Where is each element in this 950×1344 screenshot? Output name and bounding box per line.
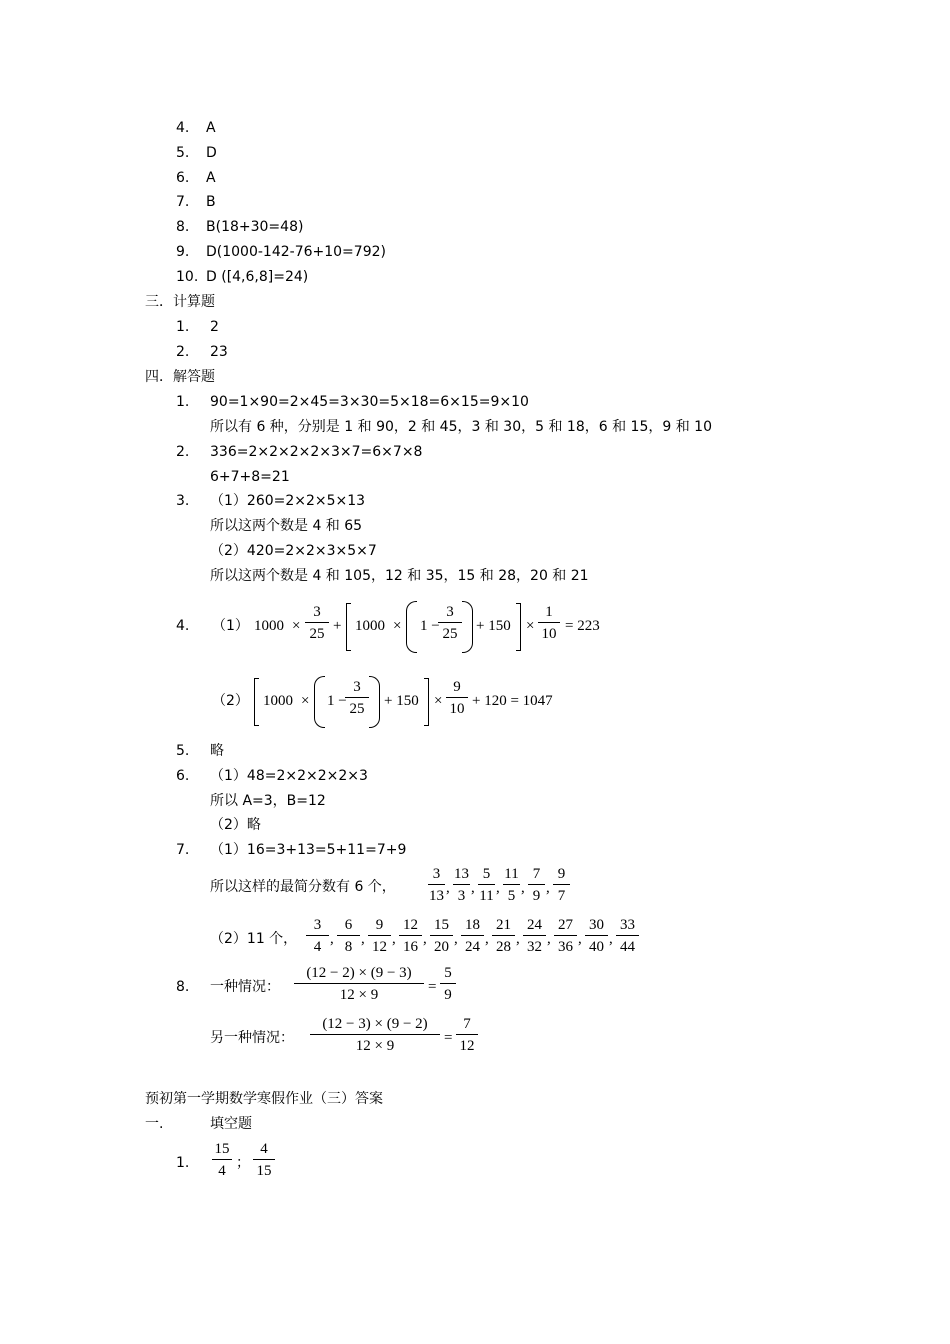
- fraction: [492, 917, 515, 955]
- left-paren: [314, 676, 325, 728]
- fraction-numerator: 9: [557, 866, 566, 882]
- right-paren: [462, 601, 473, 653]
- left-paren: [406, 601, 417, 653]
- comma-separator: ,: [446, 880, 450, 896]
- fraction-denominator: 8: [337, 935, 360, 955]
- right-bracket: [516, 603, 521, 651]
- math-term: 1000: [263, 693, 293, 709]
- fraction-numerator: 21: [496, 917, 511, 933]
- item-number: 4.: [176, 618, 190, 634]
- math-operator: +: [333, 618, 342, 634]
- math-term: 1 −: [327, 693, 347, 709]
- fraction-denominator: 25: [345, 697, 369, 717]
- fraction-numerator: 33: [620, 917, 635, 933]
- comma-separator: ,: [454, 931, 458, 947]
- fraction: [478, 866, 495, 904]
- fraction-denominator: 20: [430, 935, 453, 955]
- fraction-numerator: 3: [313, 604, 321, 620]
- answer-text: 所以这两个数是 4 和 65: [210, 518, 363, 534]
- comma-separator: ,: [609, 931, 613, 947]
- fraction-numerator: 5: [444, 965, 452, 981]
- item-number: 2.: [176, 344, 190, 360]
- fraction: [503, 866, 520, 904]
- comma-separator: ,: [423, 931, 427, 947]
- item-number: 7.: [176, 842, 190, 858]
- math-operator: ×: [393, 618, 402, 634]
- separator: ；: [236, 1155, 250, 1171]
- comma-separator: ,: [330, 931, 334, 947]
- fraction: [523, 917, 546, 955]
- math-operator: ×: [292, 618, 301, 634]
- comma-separator: ,: [546, 880, 550, 896]
- fraction-denominator: 25: [438, 622, 462, 642]
- comma-separator: ,: [392, 931, 396, 947]
- fraction-numerator: 7: [532, 866, 541, 882]
- fraction-numerator: (12 − 3) × (9 − 2): [322, 1016, 428, 1032]
- answer-text: 336=2×2×2×2×3×7=6×7×8: [210, 444, 423, 460]
- item-number: 6.: [176, 170, 190, 186]
- math-operator: =: [428, 979, 437, 995]
- answer-text: 所以有 6 种，分别是 1 和 90，2 和 45，3 和 30，5 和 18，6 和 15，9 和 10: [210, 419, 712, 435]
- fraction-denominator: 12: [456, 1034, 478, 1054]
- answer-text: 所以这样的最简分数有 6 个，: [210, 879, 396, 895]
- comma-separator: ,: [547, 931, 551, 947]
- fraction-numerator: 15: [434, 917, 449, 933]
- fraction-denominator: 7: [553, 884, 570, 904]
- fraction-denominator: 25: [305, 622, 329, 642]
- section-number: 一.: [145, 1116, 164, 1132]
- fraction: [305, 604, 329, 642]
- answer-text: 2: [210, 319, 219, 335]
- fraction: [337, 917, 360, 955]
- fraction: [440, 965, 456, 1003]
- answer-text: 23: [210, 344, 228, 360]
- item-number: 8.: [176, 219, 190, 235]
- fraction-numerator: 18: [465, 917, 480, 933]
- fraction: [528, 866, 545, 904]
- fraction: [368, 917, 391, 955]
- fraction-denominator: 9: [528, 884, 545, 904]
- math-operator: ×: [301, 693, 310, 709]
- answer-text: D ([4,6,8]=24): [206, 269, 309, 285]
- answer-text: 所以 A=3，B=12: [210, 793, 326, 809]
- answer-text: （2）11 个，: [210, 931, 298, 947]
- item-number: 1.: [176, 1155, 190, 1171]
- document-title: 预初第一学期数学寒假作业（三）答案: [145, 1091, 383, 1107]
- fraction-numerator: 1: [545, 604, 553, 620]
- fraction: [430, 917, 453, 955]
- fraction: [456, 1016, 478, 1054]
- fraction: [345, 679, 369, 717]
- fraction-denominator: 16: [399, 935, 422, 955]
- item-number: 4.: [176, 120, 190, 136]
- part-label: （1）: [212, 618, 249, 634]
- comma-separator: ,: [578, 931, 582, 947]
- answer-text: （2）略: [210, 817, 261, 833]
- fraction-numerator: 9: [453, 679, 461, 695]
- fraction: [461, 917, 484, 955]
- answer-text: B(18+30=48): [206, 219, 304, 235]
- fraction-denominator: 10: [446, 697, 468, 717]
- answer-text: A: [206, 120, 216, 136]
- fraction-denominator: 15: [253, 1159, 275, 1179]
- fraction-denominator: 4: [212, 1159, 232, 1179]
- fraction-numerator: 5: [482, 866, 491, 882]
- fraction-denominator: 5: [503, 884, 520, 904]
- answer-text: A: [206, 170, 216, 186]
- fraction-denominator: 9: [440, 983, 456, 1003]
- comma-separator: ,: [361, 931, 365, 947]
- item-number: 2.: [176, 444, 190, 460]
- fraction-denominator: 12 × 9: [310, 1034, 440, 1054]
- math-operator: ×: [434, 693, 443, 709]
- fraction: [294, 965, 424, 1003]
- math-operator: ×: [526, 618, 535, 634]
- item-number: 1.: [176, 394, 190, 410]
- fraction-numerator: 30: [589, 917, 604, 933]
- fraction: [428, 866, 445, 904]
- fraction: [585, 917, 608, 955]
- left-bracket: [346, 603, 351, 651]
- fraction-numerator: 9: [375, 917, 384, 933]
- comma-separator: ,: [496, 880, 500, 896]
- comma-separator: ,: [485, 931, 489, 947]
- answer-text: D: [206, 145, 217, 161]
- part-label: （2）: [212, 693, 249, 709]
- fraction-numerator: 15: [214, 1141, 230, 1157]
- fraction-denominator: 11: [478, 884, 495, 904]
- section-heading: 三．计算题: [145, 294, 215, 310]
- fraction-denominator: 12: [368, 935, 391, 955]
- comma-separator: ,: [516, 931, 520, 947]
- fraction-denominator: 44: [616, 935, 639, 955]
- left-bracket: [254, 678, 259, 726]
- fraction-numerator: (12 − 2) × (9 − 3): [306, 965, 412, 981]
- fraction-numerator: 3: [432, 866, 441, 882]
- answer-text: 90=1×90=2×45=3×30=5×18=6×15=9×10: [210, 394, 529, 410]
- fraction-numerator: 3: [446, 604, 454, 620]
- fraction: [538, 604, 560, 642]
- item-number: 5.: [176, 145, 190, 161]
- answer-text: D(1000-142-76+10=792): [206, 244, 386, 260]
- fraction: [212, 1141, 232, 1179]
- answer-text: （1）16=3+13=5+11=7+9: [210, 842, 407, 858]
- fraction-numerator: 3: [313, 917, 322, 933]
- fraction-numerator: 11: [504, 866, 519, 882]
- item-number: 8.: [176, 979, 190, 995]
- right-bracket: [424, 678, 429, 726]
- fraction-denominator: 12 × 9: [294, 983, 424, 1003]
- fraction-denominator: 36: [554, 935, 577, 955]
- fraction: [616, 917, 639, 955]
- math-term: 1 −: [420, 618, 440, 634]
- section-heading: 填空题: [210, 1116, 252, 1132]
- fraction-denominator: 24: [461, 935, 484, 955]
- math-term: 1000: [355, 618, 385, 634]
- item-number: 7.: [176, 194, 190, 210]
- fraction-numerator: 27: [558, 917, 573, 933]
- fraction-numerator: 3: [353, 679, 361, 695]
- fraction-denominator: 4: [306, 935, 329, 955]
- fraction-denominator: 40: [585, 935, 608, 955]
- comma-separator: ,: [471, 880, 475, 896]
- item-number: 5.: [176, 743, 190, 759]
- fraction: [253, 1141, 275, 1179]
- section-heading: 四．解答题: [145, 369, 215, 385]
- math-term: 1000: [254, 618, 284, 634]
- item-number: 9.: [176, 244, 190, 260]
- fraction: [438, 604, 462, 642]
- math-term: + 150: [384, 693, 419, 709]
- fraction: [554, 917, 577, 955]
- math-term: = 223: [565, 618, 600, 634]
- fraction: [310, 1016, 440, 1054]
- fraction-numerator: 24: [527, 917, 542, 933]
- case-label: 另一种情况：: [210, 1030, 294, 1046]
- right-paren: [369, 676, 380, 728]
- answer-text: 所以这两个数是 4 和 105，12 和 35，15 和 28，20 和 21: [210, 568, 589, 584]
- fraction: [399, 917, 422, 955]
- fraction: [306, 917, 329, 955]
- fraction-denominator: 3: [453, 884, 470, 904]
- case-label: 一种情况：: [210, 979, 280, 995]
- fraction: [446, 679, 468, 717]
- fraction-denominator: 13: [428, 884, 445, 904]
- comma-separator: ,: [521, 880, 525, 896]
- fraction-denominator: 10: [538, 622, 560, 642]
- fraction-denominator: 28: [492, 935, 515, 955]
- fraction-numerator: 6: [344, 917, 353, 933]
- fraction-numerator: 12: [403, 917, 418, 933]
- item-number: 1.: [176, 319, 190, 335]
- fraction-numerator: 13: [454, 866, 469, 882]
- fraction-denominator: 32: [523, 935, 546, 955]
- item-number: 6.: [176, 768, 190, 784]
- fraction: [453, 866, 470, 904]
- item-number: 10.: [176, 269, 199, 285]
- answer-text: （1）260=2×2×5×13: [210, 493, 366, 509]
- fraction-numerator: 4: [260, 1141, 268, 1157]
- answer-text: 6+7+8=21: [210, 469, 290, 485]
- math-term: + 120 = 1047: [472, 693, 553, 709]
- answer-text: （1）48=2×2×2×2×3: [210, 768, 368, 784]
- answer-text: 略: [210, 743, 224, 759]
- math-operator: =: [444, 1030, 453, 1046]
- answer-text: （2）420=2×2×3×5×7: [210, 543, 377, 559]
- math-term: + 150: [476, 618, 511, 634]
- item-number: 3.: [176, 493, 190, 509]
- fraction-numerator: 7: [463, 1016, 471, 1032]
- fraction: [553, 866, 570, 904]
- answer-text: B: [206, 194, 216, 210]
